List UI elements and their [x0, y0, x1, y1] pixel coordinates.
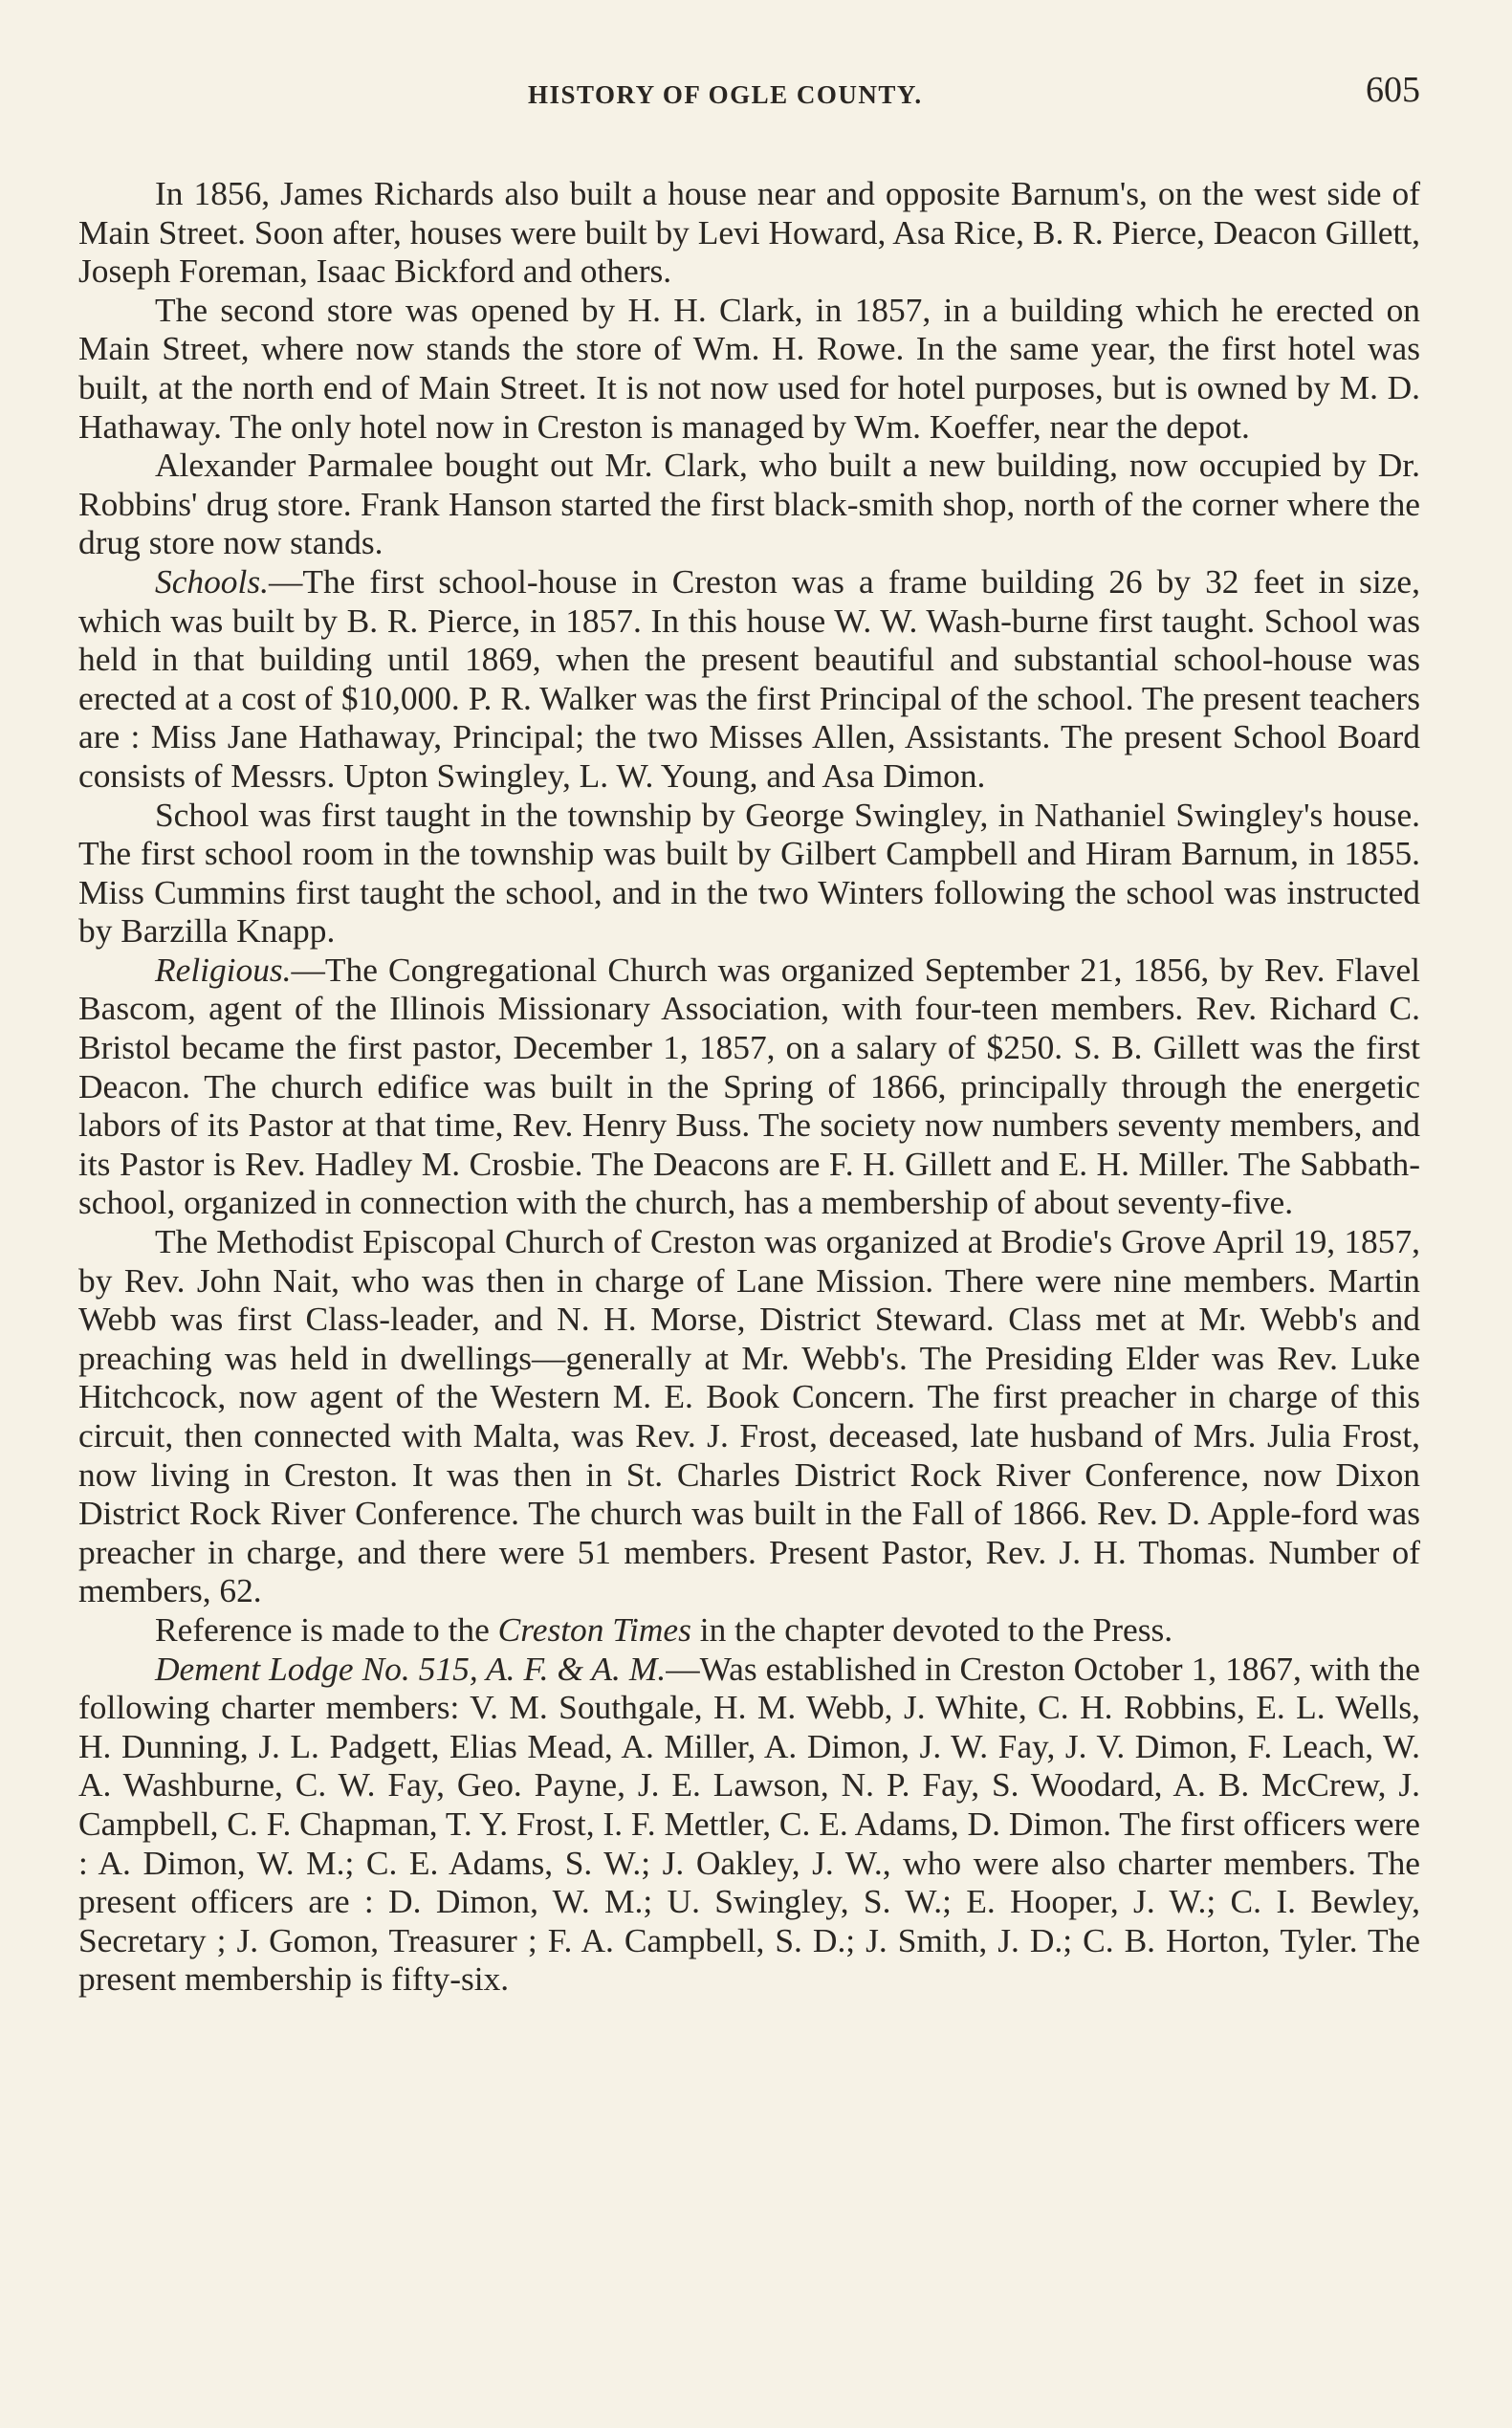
paragraph-religious [78, 951, 1420, 1222]
paragraph-methodist [78, 1222, 1420, 1610]
section-heading-schools: Schools. [155, 561, 269, 601]
paragraph-text: The Methodist Episcopal Church of Creston was organized at Brodie's Grove April 19, 1857, by Rev. John Nait, who was then in charge of Lane Mission. There were nine members. Martin Webb was first Class-leader, and N. H. Morse, District Steward. Class met at Mr. Webb's and preaching was held in dwellings—generally at Mr. Webb's. The Presiding Elder was Rev. Luke Hitchcock, now agent of the Western M. E. Book Concern. The first preacher in charge of this circuit, then connected with Malta, was Rev. J. Frost, deceased, late husband of Mrs. Julia Frost, now living in Creston. It was then in St. Charles District Rock River Conference, now Dixon District Rock River Conference. The church was built in the Fall of 1866. Rev. D. Apple-ford was preacher in charge, and there were 51 members. Present Pastor, Rev. J. H. Thomas. Number of members, 62. [78, 1222, 1420, 1610]
paragraph-text: Reference is made to the [155, 1609, 498, 1649]
paragraph-parmalee [78, 446, 1420, 562]
section-heading-lodge: Dement Lodge No. 515, A. F. & A. M. [155, 1649, 667, 1688]
paragraph-press-reference [78, 1610, 1420, 1650]
paragraph-text: in the chapter devoted to the Press. [690, 1609, 1173, 1649]
paragraph-text: In 1856, James Richards also built a house near and opposite Barnum's, on the west side of Main Street. Soon after, houses were built by Levi Howard, Asa Rice, B. R. Pierce, Deacon Gillett, Joseph Foreman, Isaac Bickford and others. [78, 174, 1420, 291]
book-page [78, 67, 1420, 1999]
newspaper-title: Creston Times [497, 1609, 691, 1649]
paragraph-text: —Was established in Creston October 1, 1867, with the following charter members: V. M. Southgale, H. M. Webb, J. White, C. H. Robbins, E. L. Wells, H. Dunning, J. L. Padgett, Elias Mead, A. Miller, A. Dimon, J. W. Fay, J. V. Dimon, F. Leach, W. A. Washburne, C. W. Fay, Geo. Payne, J. E. Lawson, N. P. Fay, S. Woodard, A. B. McCrew, J. Campbell, C. F. Chapman, T. Y. Frost, I. F. Mettler, C. E. Adams, D. Dimon. The first officers were : A. Dimon, W. M.; C. E. Adams, S. W.; J. Oakley, J. W., who were also charter members. The present officers are : D. Dimon, W. M.; U. Swingley, S. W.; E. Hooper, J. W.; C. I. Bewley, Secretary ; J. Gomon, Treasurer ; F. A. Campbell, S. D.; J. Smith, J. D.; C. B. Horton, Tyler. The present membership is fifty-six. [78, 1649, 1420, 1999]
paragraph-text: Alexander Parmalee bought out Mr. Clark, who built a new building, now occupied by Dr. Robbins' drug store. Frank Hanson started the first black-smith shop, north of the corner where the drug store now stands. [78, 446, 1420, 562]
running-title: HISTORY OF OGLE COUNTY. [528, 80, 923, 109]
paragraph-township-school [78, 796, 1420, 951]
paragraph-richards-house [78, 174, 1420, 291]
body-text [78, 174, 1420, 1999]
paragraph-text: —The Congregational Church was organized September 21, 1856, by Rev. Flavel Bascom, agent of the Illinois Missionary Association, with four-teen members. Rev. Richard C. Bristol became the first pastor, December 1, 1857, on a salary of $250. S. B. Gillett was the first Deacon. The church edifice was built in the Spring of 1866, principally through the energetic labors of its Pastor at that time, Rev. Henry Buss. The society now numbers seventy members, and its Pastor is Rev. Hadley M. Crosbie. The Deacons are F. H. Gillett and E. H. Miller. The Sabbath-school, organized in connection with the church, has a membership of about seventy-five. [78, 950, 1420, 1222]
paragraph-text: The second store was opened by H. H. Clark, in 1857, in a building which he erected on Main Street, where now stands the store of Wm. H. Rowe. In the same year, the first hotel was built, at the north end of Main Street. It is not now used for hotel purposes, but is owned by M. D. Hathaway. The only hotel now in Creston is managed by Wm. Koeffer, near the depot. [78, 290, 1420, 446]
section-heading-religious: Religious. [155, 950, 292, 989]
paragraph-text: —The first school-house in Creston was a frame building 26 by 32 feet in size, which was built by B. R. Pierce, in 1857. In this house W. W. Wash-burne first taught. School was held in that building until 1869, when the present beautiful and substantial school-house was erected at a cost of $10,000. P. R. Walker was the first Principal of the school. The present teachers are : Miss Jane Hathaway, Principal; the two Misses Allen, Assistants. The present School Board consists of Messrs. Upton Swingley, L. W. Young, and Asa Dimon. [78, 561, 1420, 795]
paragraph-text: School was first taught in the township by George Swingley, in Nathaniel Swingley's house. The first school room in the township was built by Gilbert Campbell and Hiram Barnum, in 1855. Miss Cummins first taught the school, and in the two Winters following the school was instructed by Barzilla Knapp. [78, 795, 1420, 951]
paragraph-dement-lodge [78, 1650, 1420, 1999]
paragraph-schools [78, 562, 1420, 796]
paragraph-second-store [78, 291, 1420, 446]
page-number: 605 [1366, 70, 1420, 110]
running-head [78, 67, 1420, 124]
